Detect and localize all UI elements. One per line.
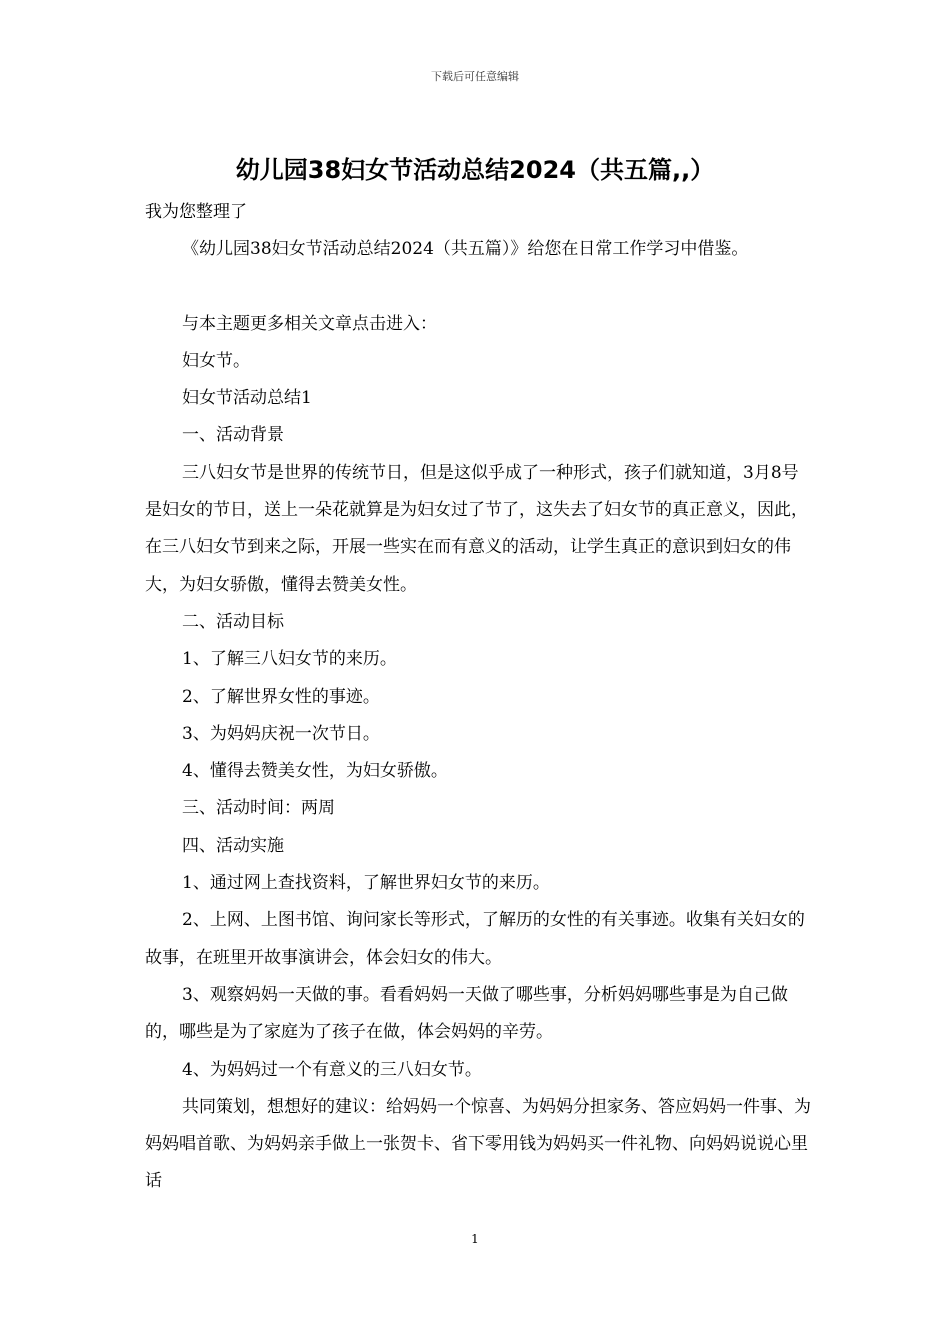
paragraph: 2、了解世界女性的事迹。 bbox=[182, 686, 380, 707]
paragraph: 3、观察妈妈一天做的事。看看妈妈一天做了哪些事，分析妈妈哪些事是为自己做的，哪些是为了家庭为了孩子在做，体会妈妈的辛劳。 bbox=[145, 984, 788, 1043]
paragraph: 三八妇女节是世界的传统节日，但是这似乎成了一种形式，孩子们就知道，3月8号是妇女的节日，送上一朵花就算是为妇女过了节了，这失去了妇女节的真正意义，因此，在三八妇女节到来之际，开展一些实在而有意义的活动，让学生真正的意识到妇女的伟大，为妇女骄傲，懂得去赞美女性。 bbox=[145, 462, 808, 595]
paragraph: 一、活动背景 bbox=[182, 425, 284, 446]
intro-line-2: 《幼儿园38妇女节活动总结2024（共五篇）》给您在日常工作学习中借鉴。 bbox=[182, 239, 749, 260]
spacer bbox=[145, 269, 813, 306]
related-article-link[interactable]: 妇女节。 bbox=[182, 350, 250, 371]
paragraph: 1、了解三八妇女节的来历。 bbox=[182, 649, 397, 670]
paragraph: 三、活动时间：两周 bbox=[182, 798, 335, 819]
paragraph: 2、上网、上图书馆、询问家长等形式，了解历的女性的有关事迹。收集有关妇女的故事，在班里开故事演讲会，体会妇女的伟大。 bbox=[145, 910, 805, 968]
paragraph: 四、活动实施 bbox=[182, 835, 284, 856]
page-number: 1 bbox=[471, 1232, 479, 1246]
paragraph: 3、为妈妈庆祝一次节日。 bbox=[182, 723, 380, 744]
document-title: 幼儿园38妇女节活动总结2024（共五篇,,） bbox=[235, 156, 715, 184]
intro-line-1: 我为您整理了 bbox=[145, 202, 247, 222]
paragraph: 1、通过网上查找资料，了解世界妇女节的来历。 bbox=[182, 873, 550, 894]
related-articles-label: 与本主题更多相关文章点击进入： bbox=[182, 313, 437, 334]
page-header-note: 下载后可任意编辑 bbox=[431, 70, 519, 83]
paragraph: 二、活动目标 bbox=[182, 611, 284, 632]
paragraph: 共同策划，想想好的建议：给妈妈一个惊喜、为妈妈分担家务、答应妈妈一件事、为妈妈唱首歌、为妈妈亲手做上一张贺卡、省下零用钱为妈妈买一件礼物、向妈妈说说心里话 bbox=[145, 1096, 811, 1192]
paragraph: 4、为妈妈过一个有意义的三八妇女节。 bbox=[182, 1059, 482, 1080]
document-body bbox=[145, 194, 813, 1201]
section-title: 妇女节活动总结1 bbox=[182, 388, 312, 409]
paragraph: 4、懂得去赞美女性，为妇女骄傲。 bbox=[182, 761, 448, 782]
